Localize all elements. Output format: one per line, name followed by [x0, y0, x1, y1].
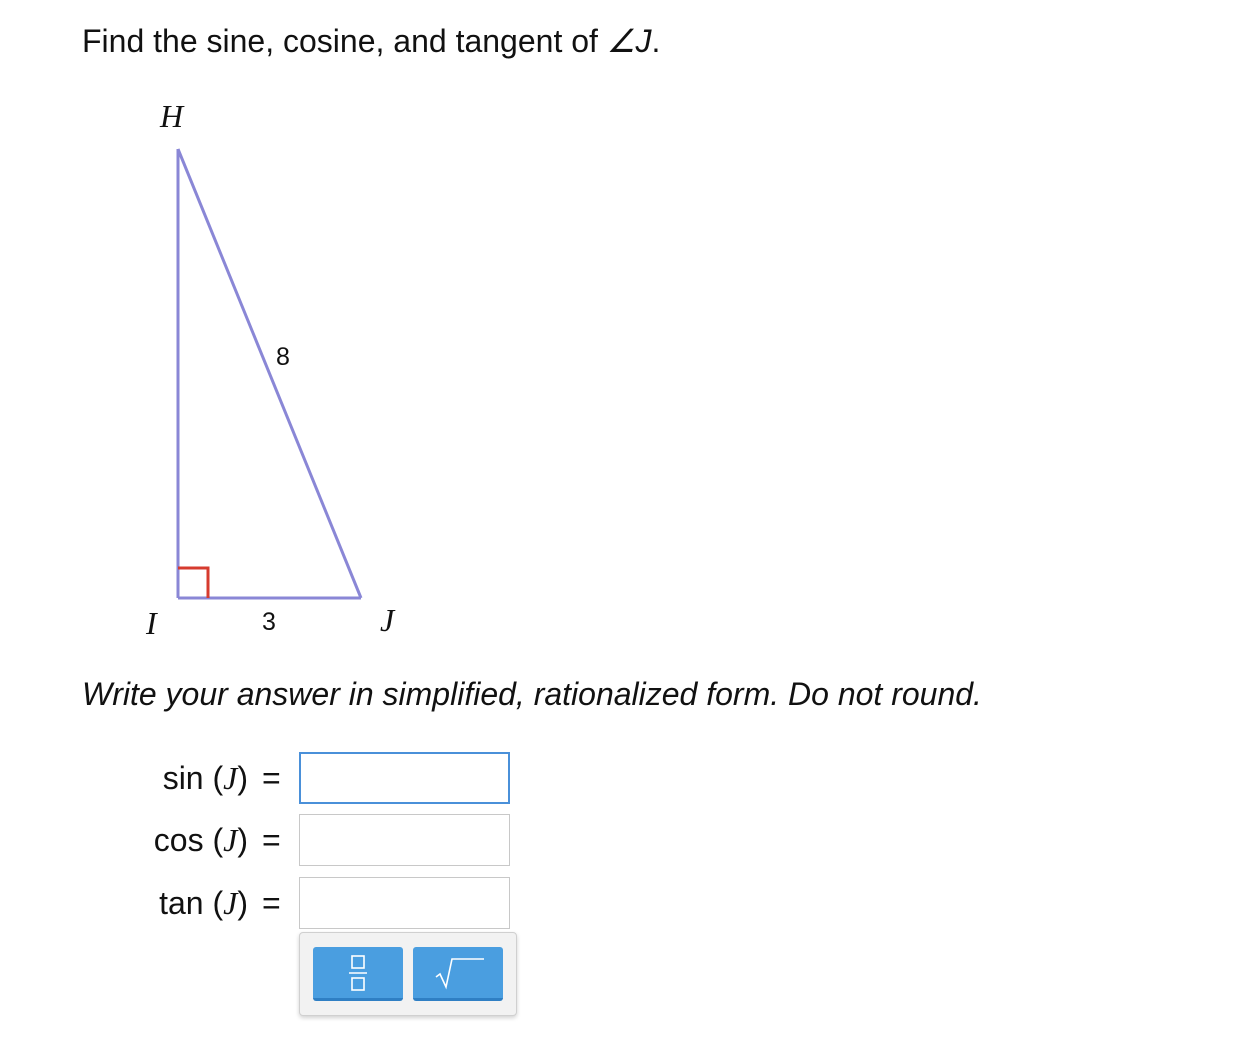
sin-label: sin (J): [162, 760, 248, 796]
sin-row: [0, 752, 520, 804]
prompt-angle: ∠J: [606, 23, 652, 59]
fraction-icon: [346, 953, 370, 993]
right-angle-marker: [178, 568, 208, 598]
fn-variable: J: [223, 885, 238, 921]
fraction-button[interactable]: [313, 947, 403, 1001]
square-root-button[interactable]: [413, 947, 503, 1001]
side-hj: [178, 149, 361, 598]
equals-sign: =: [262, 822, 281, 858]
equals-sign: =: [262, 760, 281, 796]
vertex-label-j: J: [380, 602, 395, 638]
prompt-suffix: .: [651, 23, 661, 59]
fn-name: tan: [159, 885, 204, 921]
side-label-hypotenuse: 8: [276, 343, 290, 371]
fn-name: sin: [162, 760, 204, 796]
equals-sign: =: [262, 885, 281, 921]
tan-label: tan (J): [159, 885, 248, 921]
fn-name: cos: [153, 822, 204, 858]
fn-variable: J: [223, 760, 238, 796]
square-root-icon: [428, 953, 488, 993]
prompt-prefix: Find the sine, cosine, and tangent of: [82, 23, 607, 59]
tan-row: [0, 877, 520, 929]
vertex-label-i: I: [146, 605, 157, 641]
math-toolbar: [299, 932, 517, 1016]
fn-variable: J: [223, 822, 238, 858]
side-label-base: 3: [262, 608, 276, 636]
instruction-text: Write your answer in simplified, rationalized form. Do not round.: [82, 676, 982, 712]
tan-answer-input[interactable]: [299, 877, 510, 929]
cos-label: cos (J): [153, 822, 248, 858]
sin-answer-input[interactable]: [299, 752, 510, 804]
cos-row: [0, 814, 520, 866]
vertex-label-h: H: [160, 98, 184, 134]
triangle-diagram: [0, 0, 460, 660]
cos-answer-input[interactable]: [299, 814, 510, 866]
